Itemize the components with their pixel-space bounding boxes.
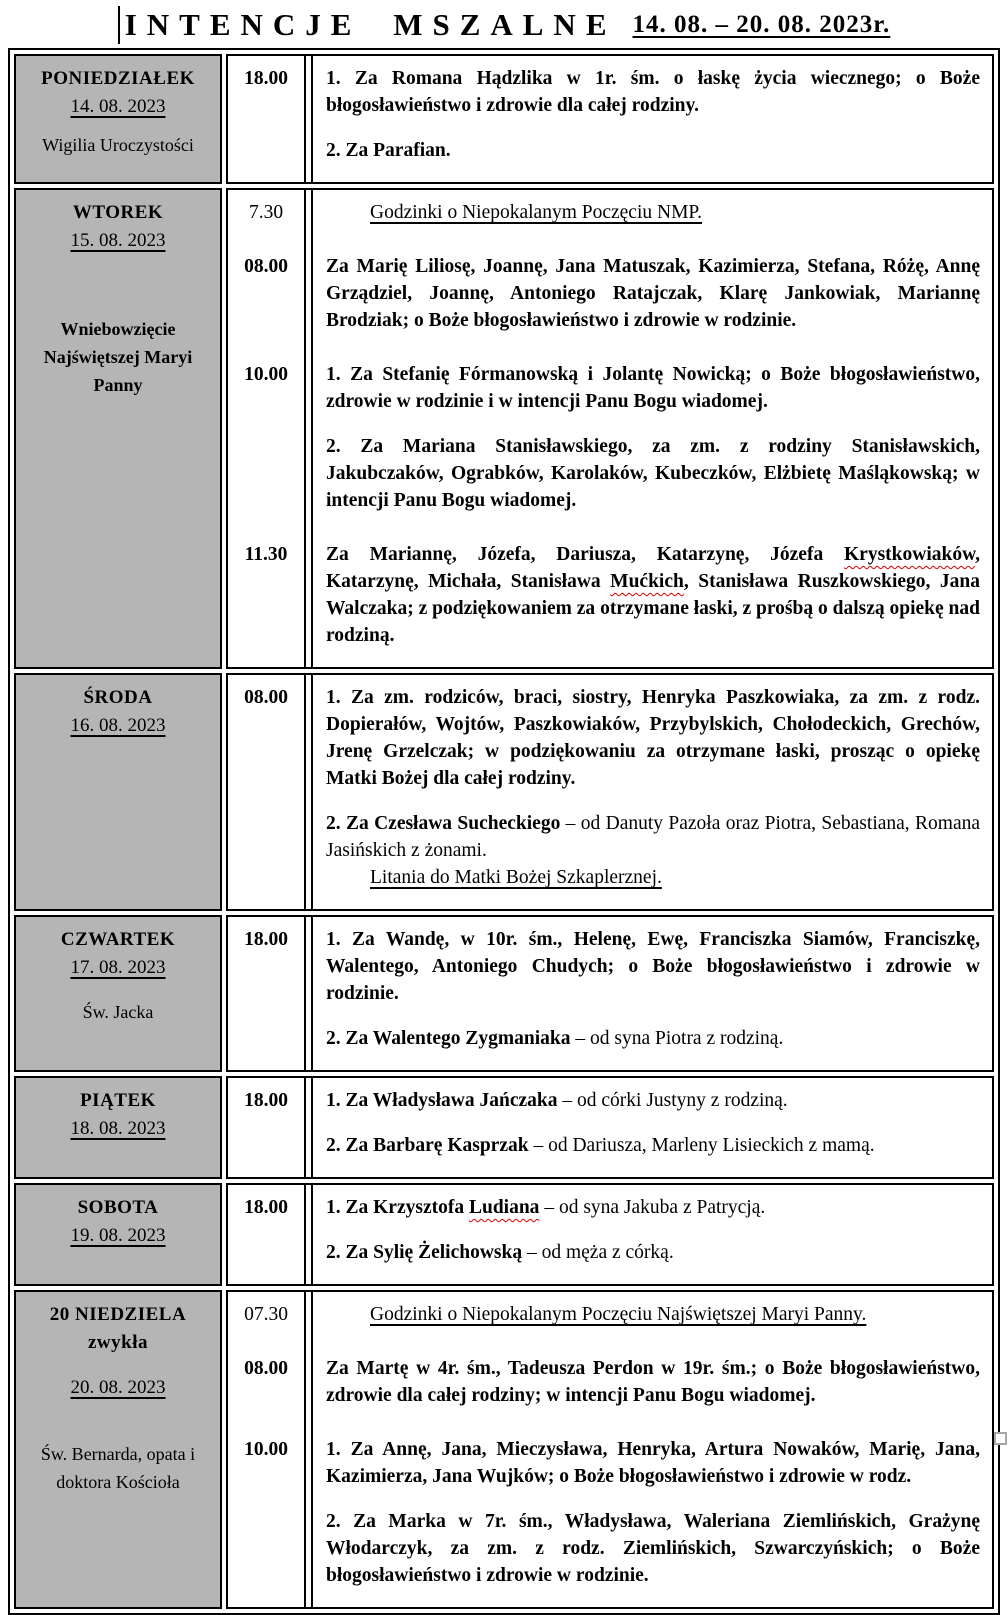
intention-paragraph <box>326 1194 980 1221</box>
time-segment <box>228 1078 992 1177</box>
row-body-cell <box>226 915 994 1072</box>
text-run: , Stanisława Ruszkowskiego, Jana Walczaka; z podziękowaniem za otrzymane łaski, z prośbą o dalszą opiekę nad rodziną. <box>326 571 980 646</box>
intentions-table-body <box>14 54 994 1609</box>
day-line: Św. Bernarda, opata i doktora Kościoła <box>40 1444 196 1492</box>
day-line: Wigilia Uroczystości <box>42 135 194 155</box>
intentions-text <box>304 1346 992 1427</box>
mass-time: 08.00 <box>244 687 288 708</box>
day-line: PIĄTEK <box>80 1090 156 1111</box>
text-run: – od córki Justyny z rodziną. <box>557 1090 788 1111</box>
time-segment <box>228 1185 992 1284</box>
time-segment <box>228 917 992 1070</box>
time-segment <box>228 190 992 244</box>
page-title: INTENCJE MSZALNE <box>124 7 617 42</box>
intentions-table <box>8 48 1000 1615</box>
day-cell <box>14 188 222 669</box>
intentions-text <box>304 1185 992 1284</box>
text-run: Litania do Matki Bożej Szkaplerznej. <box>370 867 662 888</box>
text-run: Godzinki o Niepokalanym Poczęciu Najświętszej Maryi Panny. <box>370 1304 867 1325</box>
intention-paragraph <box>370 199 980 226</box>
text-run: Godzinki o Niepokalanym Poczęciu NMP. <box>370 202 702 223</box>
day-line: 17. 08. 2023 <box>70 957 166 978</box>
table-row <box>14 54 994 184</box>
document-header <box>8 4 1000 46</box>
time-segment <box>228 244 992 352</box>
mass-time: 08.00 <box>244 1358 288 1379</box>
segments-container <box>228 1292 992 1607</box>
intention-paragraph <box>326 541 980 649</box>
intention-paragraph <box>326 810 980 864</box>
intention-paragraph <box>326 137 980 164</box>
intention-paragraph <box>326 1355 980 1409</box>
time-segment <box>228 1292 992 1346</box>
segments-container <box>228 675 992 909</box>
text-run: 2. Za Marka w 7r. śm., Władysława, Waleriana Ziemlińskich, Grażynę Włodarczyk, za zm. z rodz. Ziemlińskich, Szwarczyńskich; o Boże błogosławieństwo i zdrowie w rodzinie. <box>326 1511 980 1586</box>
segments-container <box>228 917 992 1070</box>
text-run: Za Mariannę, Józefa, Dariusza, Katarzynę, Józefa <box>326 544 845 565</box>
day-cell <box>14 673 222 911</box>
intention-paragraph <box>326 1239 980 1266</box>
column-divider <box>304 1078 313 1177</box>
column-divider <box>304 917 313 1070</box>
day-line: 15. 08. 2023 <box>70 230 166 251</box>
mass-time: 11.30 <box>244 544 288 565</box>
time-segment <box>228 1427 992 1607</box>
day-line: Św. Jacka <box>82 1002 154 1022</box>
text-run: – od syna Piotra z rodziną. <box>570 1028 784 1049</box>
intention-paragraph <box>326 65 980 119</box>
intentions-text <box>304 1427 992 1607</box>
intentions-text <box>304 1292 992 1346</box>
intention-paragraph <box>326 1132 980 1159</box>
table-row <box>14 1290 994 1609</box>
day-line: 14. 08. 2023 <box>70 96 166 117</box>
mass-time: 18.00 <box>244 68 288 89</box>
intention-paragraph <box>326 433 980 514</box>
day-line: 16. 08. 2023 <box>70 715 166 736</box>
text-run: 1. Za Krzysztofa <box>326 1197 469 1218</box>
text-run: 2. Za Walentego Zygmaniaka <box>326 1028 571 1049</box>
day-line: PONIEDZIAŁEK <box>41 68 195 89</box>
segments-container <box>228 1185 992 1284</box>
intentions-text <box>304 56 992 182</box>
text-run: 2. Za Mariana Stanisławskiego, za zm. z rodziny Stanisławskich, Jakubczaków, Ograbków, Karolaków, Kubeczków, Elżbietę Maśląkowską; w intencji Panu Bogu wiadomej. <box>326 436 980 511</box>
intentions-text <box>304 352 992 532</box>
segments-container <box>228 56 992 182</box>
text-run: 1. Za Wandę, w 10r. śm., Helenę, Ewę, Franciszka Siamów, Franciszkę, Walentego, Antoniego Chudych; o Boże błogosławieństwo i zdrowie w rodzinie. <box>326 929 980 1004</box>
text-run: 1. Za Władysława Jańczaka <box>326 1090 558 1111</box>
text-run: 2. Za Sylię Żelichowską <box>326 1242 523 1263</box>
table-resize-handle[interactable] <box>994 1432 1007 1445</box>
table-row <box>14 1076 994 1179</box>
text-run: – od Danuty Pazoła oraz Piotra, Sebastiana, Romana Jasińskich z żonami. <box>326 813 981 861</box>
mass-time: 07.30 <box>244 1304 288 1325</box>
intentions-text <box>304 917 992 1070</box>
intention-paragraph <box>370 1301 980 1328</box>
column-divider <box>304 190 313 667</box>
intention-paragraph <box>326 1087 980 1114</box>
intentions-text <box>304 532 992 667</box>
intention-paragraph <box>326 1436 980 1490</box>
table-row <box>14 915 994 1072</box>
row-body-cell <box>226 54 994 184</box>
text-run: 1. Za Annę, Jana, Mieczysława, Henryka, Artura Nowaków, Marię, Jana, Kazimierza, Jana Wujków; o Boże błogosławieństwo i zdrowie w rodz. <box>326 1439 980 1487</box>
row-body-cell <box>226 1076 994 1179</box>
day-line: zwykła <box>88 1332 148 1353</box>
mass-time: 10.00 <box>244 364 288 385</box>
table-row <box>14 188 994 669</box>
text-run: Za Martę w 4r. śm., Tadeusza Perdon w 19r. śm.; o Boże błogosławieństwo, zdrowie dla całej rodziny; w intencji Panu Bogu wiadomej. <box>326 1358 980 1406</box>
intention-paragraph <box>326 1025 980 1052</box>
page-title-date-range: 14. 08. – 20. 08. 2023r. <box>632 11 891 38</box>
day-line: SOBOTA <box>77 1197 159 1218</box>
time-segment <box>228 56 992 182</box>
time-segment <box>228 1346 992 1427</box>
table-row <box>14 1183 994 1286</box>
intention-paragraph <box>326 1508 980 1589</box>
day-line: Wniebowzięcie Najświętszej Maryi Panny <box>43 319 193 395</box>
misspelled-word: Ludiana <box>468 1197 540 1218</box>
row-body-cell <box>226 188 994 669</box>
row-body-cell <box>226 1183 994 1286</box>
text-cursor <box>118 6 120 44</box>
day-line: 19. 08. 2023 <box>70 1225 166 1246</box>
text-run: Za Marię Liliosę, Joannę, Jana Matuszak, Kazimierza, Stefana, Różę, Annę Grządziel, Joannę, Antoniego Ratajczak, Klarę Jankowiak, Mariannę Brodziak; o Boże błogosławieństwo i zdrowie w rodzinie. <box>326 256 980 331</box>
text-run: – od Dariusza, Marleny Lisieckich z mamą. <box>528 1135 875 1156</box>
mass-time: 18.00 <box>244 1197 288 1218</box>
column-divider <box>304 1185 313 1284</box>
table-row <box>14 673 994 911</box>
column-divider <box>304 675 313 909</box>
intentions-text <box>304 244 992 352</box>
day-cell <box>14 1290 222 1609</box>
day-line: 20. 08. 2023 <box>70 1377 166 1398</box>
day-cell <box>14 915 222 1072</box>
intentions-text <box>304 1078 992 1177</box>
day-line: CZWARTEK <box>60 929 176 950</box>
day-cell <box>14 54 222 184</box>
time-segment <box>228 675 992 909</box>
misspelled-word: Krystkowiaków <box>844 544 976 565</box>
intentions-text <box>304 675 992 909</box>
text-run: 2. Za Czesława Sucheckiego <box>326 813 561 834</box>
intention-paragraph <box>326 361 980 415</box>
segments-container <box>228 1078 992 1177</box>
intention-paragraph <box>370 864 980 891</box>
text-run: 1. Za Romana Hądzlika w 1r. śm. o łaskę życia wiecznego; o Boże błogosławieństwo i zdrowie dla całej rodziny. <box>326 68 980 116</box>
intention-paragraph <box>326 684 980 792</box>
text-run: 2. Za Parafian. <box>326 140 451 161</box>
row-body-cell <box>226 673 994 911</box>
text-run: – od męża z córką. <box>522 1242 674 1263</box>
mass-time: 08.00 <box>244 256 288 277</box>
day-line: 20 NIEDZIELA <box>49 1304 187 1325</box>
mass-time: 7.30 <box>248 202 284 223</box>
mass-time: 18.00 <box>244 929 288 950</box>
day-line: WTOREK <box>72 202 164 223</box>
text-run: 1. Za Stefanię Fórmanowską i Jolantę Nowicką; o Boże błogosławieństwo, zdrowie w rodzinie i w intencji Panu Bogu wiadomej. <box>326 364 980 412</box>
row-body-cell <box>226 1290 994 1609</box>
text-run: – od syna Jakuba z Patrycją. <box>539 1197 766 1218</box>
mass-time: 18.00 <box>244 1090 288 1111</box>
intention-paragraph <box>326 926 980 1007</box>
day-cell <box>14 1076 222 1179</box>
column-divider <box>304 56 313 182</box>
day-line: 18. 08. 2023 <box>70 1118 166 1139</box>
text-run: 1. Za zm. rodziców, braci, siostry, Henryka Paszkowiaka, za zm. z rodz. Dopierałów, Wojtów, Paszkowiaków, Przybylskich, Chołodeckich, Grechów, Jrenę Grzelczak; w podziękowaniu za otrzymane łaski, prosząc o opiekę Matki Bożej dla całej rodziny. <box>326 687 980 789</box>
text-run: 2. Za Barbarę Kasprzak <box>326 1135 529 1156</box>
day-line: ŚRODA <box>83 687 153 708</box>
segments-container <box>228 190 992 667</box>
column-divider <box>304 1292 313 1607</box>
intentions-text <box>304 190 992 244</box>
text-run: , Katarzynę, Michała, Stanisława <box>326 544 980 592</box>
time-segment <box>228 352 992 532</box>
day-cell <box>14 1183 222 1286</box>
misspelled-word: Mućkich <box>610 571 684 592</box>
intention-paragraph <box>326 253 980 334</box>
time-segment <box>228 532 992 667</box>
mass-time: 10.00 <box>244 1439 288 1460</box>
